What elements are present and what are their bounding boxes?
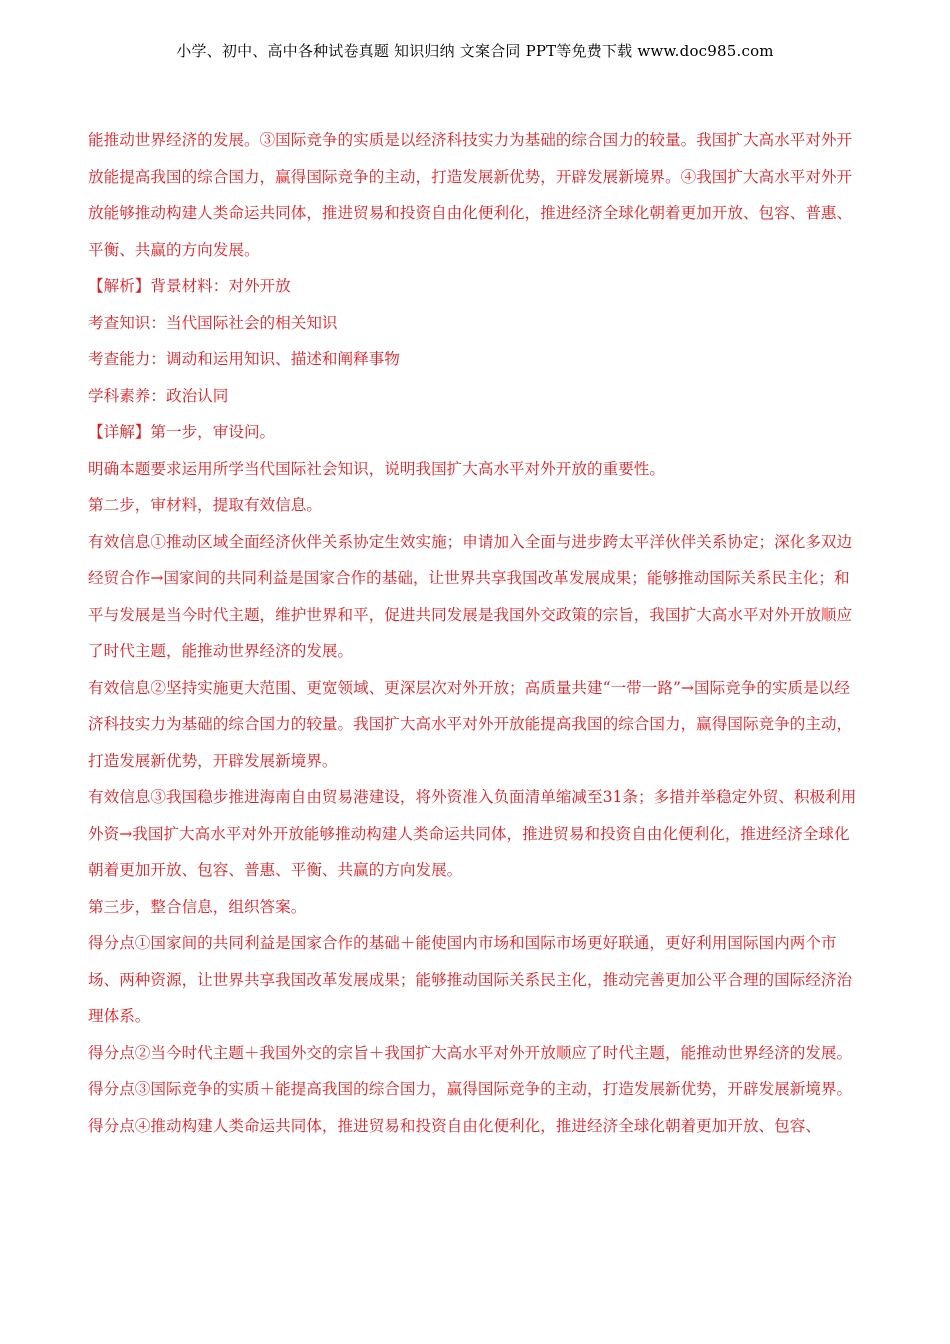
step-one-explanation: 明确本题要求运用所学当代国际社会知识，说明我国扩大高水平对外开放的重要性。 (88, 459, 665, 478)
document-body (88, 122, 864, 1144)
detail-paragraph (88, 414, 864, 451)
literacy-line: 学科素养：政治认同 (88, 386, 229, 405)
score-point-three: 得分点③国际竞争的实质＋能提高我国的综合国力，赢得国际竞争的主动，打造发展新优势，开辟发展新境界。 (88, 1080, 853, 1098)
info-three-paragraph: 有效信息③我国稳步推进海南自由贸易港建设，将外资准入负面清单缩减至31条；多措并举稳定外贸、积极利用外资→我国扩大高水平对外开放能够推动构建人类命运共同体，推进贸易和投资自由化便利化，推进经济全球化朝着更加开放、包容、普惠、平衡、共赢的方向发展。 (88, 788, 857, 879)
page-header: 小学、初中、高中各种试卷真题 知识归纳 文案合同 PPT等免费下载 www.doc985.com (176, 42, 774, 60)
step-two-heading: 第二步，审材料，提取有效信息。 (88, 496, 322, 514)
info-two-paragraph: 有效信息②坚持实施更大范围、更宽领域、更深层次对外开放；高质量共建“一带一路”→国际竞争的实质是以经济科技实力为基础的综合国力的较量。我国扩大高水平对外开放能提高我国的综合国力，赢得国际竞争的主动，打造发展新优势，开辟发展新境界。 (88, 678, 853, 770)
knowledge-line: 考查知识：当代国际社会的相关知识 (88, 313, 338, 332)
analysis-paragraph (88, 268, 864, 305)
info-one-paragraph: 有效信息①推动区域全面经济伙伴关系协定生效实施；申请加入全面与进步跨太平洋伙伴关系协定；深化多双边经贸合作→国家间的共同利益是国家合作的基础，让世界共享我国改革发展成果；能够推动国际关系民主化；和平与发展是当今时代主题，维护世界和平，促进共同发展是我国外交政策的宗旨，我国扩大高水平对外开放顺应了时代主题，能推动世界经济的发展。 (88, 532, 853, 660)
score-point-four: 得分点④推动构建人类命运共同体，推进贸易和投资自由化便利化，推进经济全球化朝着更加开放、包容、 (88, 1116, 821, 1135)
score-point-one: 得分点①国家间的共同利益是国家合作的基础＋能使国内市场和国际市场更好联通，更好利用国际国内两个市场、两种资源，让世界共享我国改革发展成果；能够推动国际关系民主化，推动完善更加公平合理的国际经济治理体系。 (88, 934, 853, 1025)
ability-line: 考查能力：调动和运用知识、描述和阐释事物 (88, 350, 400, 368)
step-three-heading: 第三步，整合信息，组织答案。 (88, 897, 307, 916)
score-point-two: 得分点②当今时代主题＋我国外交的宗旨＋我国扩大高水平对外开放顺应了时代主题，能推动世界经济的发展。 (88, 1043, 853, 1062)
analysis-tag: 【解析】 (88, 277, 151, 295)
detail-text: 第一步，审设问。 (150, 423, 276, 441)
analysis-text: 背景材料：对外开放 (150, 277, 291, 295)
answer-paragraph: 能推动世界经济的发展。③国际竞争的实质是以经济科技实力为基础的综合国力的较量。我国扩大高水平对外开放能提高我国的综合国力，赢得国际竞争的主动，打造发展新优势，开辟发展新境界。④我国扩大高水平对外开放能够推动构建人类命运共同体，推进贸易和投资自由化便利化，推进经济全球化朝着更加开放、包容、普惠、平衡、共赢的方向发展。 (88, 131, 853, 259)
detail-tag: 【详解】 (88, 423, 151, 441)
